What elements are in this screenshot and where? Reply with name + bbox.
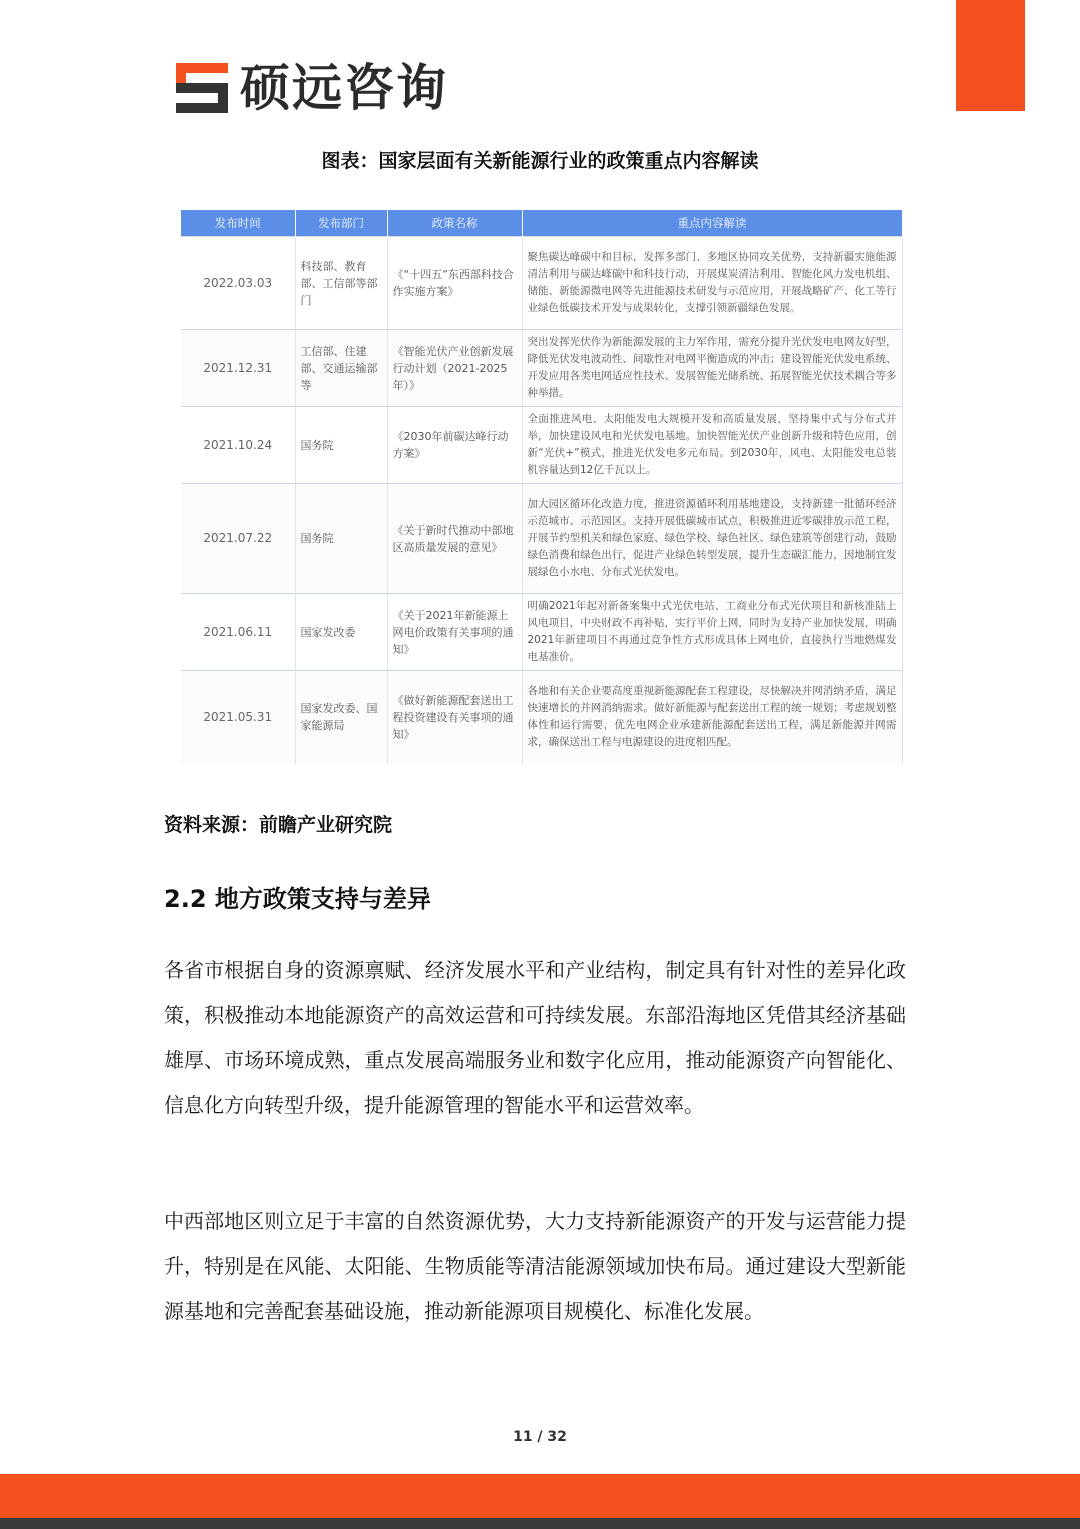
source-note: 资料来源：前瞻产业研究院 (164, 814, 393, 836)
cell-date: 2021.10.24 (181, 407, 295, 484)
cell-policy: 《做好新能源配套送出工程投资建设有关事项的通知》 (387, 671, 522, 764)
cell-department: 国家发改委 (295, 594, 387, 671)
cell-policy: 《智能光伏产业创新发展行动计划（2021-2025年）》 (387, 330, 522, 407)
cell-content: 全面推进风电、太阳能发电大规模开发和高质量发展，坚持集中式与分布式并举，加快建设风电和光伏发电基地。加快智能光伏产业创新升级和特色应用，创新“光伏+”模式，推进光伏发电多元布局。到2030年，风电、太阳能发电总装机容量达到12亿千瓦以上。 (522, 407, 902, 484)
header-department: 发布部门 (295, 210, 387, 237)
body-paragraph: 中西部地区则立足于丰富的自然资源优势，大力支持新能源资产的开发与运营能力提升，特别是在风能、太阳能、生物质能等清洁能源领域加快布局。通过建设大型新能源基地和完善配套基础设施，推动新能源项目规模化、标准化发展。 (164, 1209, 906, 1323)
cell-department: 工信部、住建部、交通运输部等 (295, 330, 387, 407)
cell-department: 国务院 (295, 407, 387, 484)
table-row (181, 237, 902, 330)
footer-accent-bar (0, 1474, 1080, 1518)
cell-date: 2022.03.03 (181, 237, 295, 330)
cell-policy: 《关于2021年新能源上网电价政策有关事项的通知》 (387, 594, 522, 671)
cell-date: 2021.05.31 (181, 671, 295, 764)
table-row (181, 484, 902, 594)
cell-date: 2021.07.22 (181, 484, 295, 594)
brand-logo (176, 58, 448, 118)
cell-policy: 《关于新时代推动中部地区高质量发展的意见》 (387, 484, 522, 594)
table-row (181, 671, 902, 764)
footer-dark-strip (0, 1518, 1080, 1529)
cell-department: 科技部、教育部、工信部等部门 (295, 237, 387, 330)
cell-date: 2021.12.31 (181, 330, 295, 407)
brand-logo-icon (176, 61, 230, 115)
body-paragraph: 各省市根据自身的资源禀赋、经济发展水平和产业结构，制定具有针对性的差异化政策，积极推动本地能源资产的高效运营和可持续发展。东部沿海地区凭借其经济基础雄厚、市场环境成熟，重点发展高端服务业和数字化应用，推动能源资产向智能化、信息化方向转型升级，提升能源管理的智能水平和运营效率。 (164, 958, 906, 1117)
corner-accent-tab (956, 0, 1025, 111)
header-key-content: 重点内容解读 (522, 210, 902, 237)
cell-content: 聚焦碳达峰碳中和目标，发挥多部门、多地区协同攻关优势，支持新疆实施能源清洁利用与碳达峰碳中和科技行动，开展煤炭清洁利用、智能化风力发电机组、储能、新能源微电网等先进能源技术研发与示范应用，开展战略矿产、化工等行业绿色低碳技术开发与成果转化，支撑引领新疆绿色发展。 (522, 237, 902, 330)
table-row (181, 407, 902, 484)
table-row (181, 330, 902, 407)
cell-content: 明确2021年起对新备案集中式光伏电站、工商业分布式光伏项目和新核准陆上风电项目，中央财政不再补贴，实行平价上网，同时为支持产业加快发展，明确2021年新建项目不再通过竞争性方式形成具体上网电价，直接执行当地燃煤发电基准价。 (522, 594, 902, 671)
table-row (181, 594, 902, 671)
cell-date: 2021.06.11 (181, 594, 295, 671)
figure-title: 图表：国家层面有关新能源行业的政策重点内容解读 (321, 150, 759, 172)
page-number: 11 / 32 (513, 1429, 567, 1445)
header-policy-name: 政策名称 (387, 210, 522, 237)
table-header-row (181, 210, 902, 237)
section-heading: 2.2 地方政策支持与差异 (164, 885, 431, 913)
cell-policy: 《2030年前碳达峰行动方案》 (387, 407, 522, 484)
cell-content: 加大园区循环化改造力度，推进资源循环利用基地建设，支持新建一批循环经济示范城市、示范园区。支持开展低碳城市试点，积极推进近零碳排放示范工程，开展节约型机关和绿色家庭、绿色学校、绿色社区、绿色建筑等创建行动，鼓励绿色消费和绿色出行，促进产业绿色转型发展，提升生态碳汇能力，因地制宜发展绿色小水电、分布式光伏发电。 (522, 484, 902, 594)
cell-content: 各地和有关企业要高度重视新能源配套工程建设，尽快解决并网消纳矛盾，满足快速增长的并网消纳需求。做好新能源与配套送出工程的统一规划；考虑规划整体性和运行需要，优先电网企业承建新能源配套送出工程，满足新能源并网需求，确保送出工程与电源建设的进度相匹配。 (522, 671, 902, 764)
brand-name: 硕远咨询 (240, 59, 448, 117)
header-date: 发布时间 (181, 210, 295, 237)
cell-department: 国务院 (295, 484, 387, 594)
cell-department: 国家发改委、国家能源局 (295, 671, 387, 764)
cell-content: 突出发挥光伏作为新能源发展的主力军作用，需充分提升光伏发电电网友好型，降低光伏发电波动性、间歇性对电网平衡造成的冲击；建设智能光伏发电系统、开发应用各类电网适应性技术、发展智能光储系统、拓展智能光伏技术耦合等多种举措。 (522, 330, 902, 407)
cell-policy: 《“十四五”东西部科技合作实施方案》 (387, 237, 522, 330)
policy-table (181, 210, 903, 764)
